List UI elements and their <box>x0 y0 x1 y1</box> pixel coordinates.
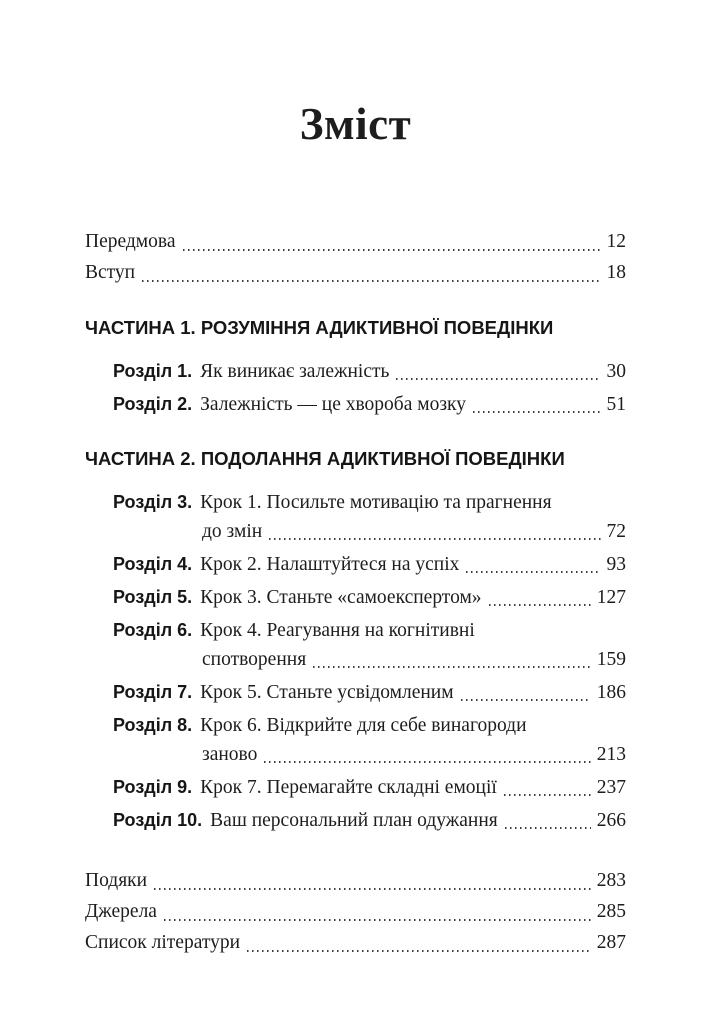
chapter-entry <box>113 773 626 802</box>
toc-entry <box>85 257 626 288</box>
toc-entry-page: 287 <box>596 932 626 953</box>
toc-entry <box>85 927 626 958</box>
chapter-entry <box>113 390 626 419</box>
chapter-entry <box>113 488 626 546</box>
chapter-title: Залежність — це хвороба мозку <box>200 394 466 415</box>
dot-leader <box>269 538 600 540</box>
chapter-title: Крок 5. Станьте усвідомленим <box>200 682 454 703</box>
chapter-page: 237 <box>596 777 626 798</box>
chapter-page: 159 <box>596 649 626 670</box>
chapter-number: Розділ 8. <box>113 715 193 735</box>
toc-entry <box>85 865 626 896</box>
dot-leader <box>504 794 591 796</box>
chapter-page: 72 <box>606 521 626 542</box>
toc-entry-label: Вступ <box>85 262 136 283</box>
chapter-page: 93 <box>606 554 626 575</box>
chapter-entry <box>113 550 626 579</box>
chapter-entry <box>113 583 626 612</box>
toc-entry <box>85 226 626 257</box>
chapter-entry <box>113 357 626 386</box>
chapter-list <box>113 357 626 419</box>
chapter-title-continued: заново <box>202 744 258 765</box>
chapter-number: Розділ 4. <box>113 554 193 574</box>
chapter-page: 30 <box>606 361 626 382</box>
back-matter <box>85 865 626 958</box>
part-section-2 <box>85 447 626 835</box>
dot-leader <box>264 761 590 763</box>
toc-entry <box>85 896 626 927</box>
chapter-title: Як виникає залежність <box>200 361 390 382</box>
chapter-entry <box>113 616 626 674</box>
part-heading: ЧАСТИНА 2. ПОДОЛАННЯ АДИКТИВНОЇ ПОВЕДІНКИ <box>85 448 565 469</box>
chapter-number: Розділ 3. <box>113 492 193 512</box>
chapter-number: Розділ 5. <box>113 587 193 607</box>
chapter-title: Ваш персональний план одужання <box>210 810 498 831</box>
chapter-number: Розділ 6. <box>113 620 193 640</box>
toc-entry-label: Список літератури <box>85 932 241 953</box>
toc-entry-label: Передмова <box>85 231 176 252</box>
chapter-list <box>113 488 626 835</box>
chapter-title: Крок 4. Реагування на когнітивні <box>200 620 475 641</box>
chapter-number: Розділ 2. <box>113 394 193 414</box>
chapter-entry <box>113 678 626 707</box>
toc-entry-page: 18 <box>606 262 626 283</box>
chapter-title: Крок 1. Посильте мотивацію та прагнення <box>200 492 552 513</box>
dot-leader <box>473 411 601 413</box>
toc-entry-page: 12 <box>606 231 626 252</box>
dot-leader <box>461 699 591 701</box>
dot-leader <box>142 280 600 282</box>
chapter-title-continued: до змін <box>202 521 263 542</box>
part-section-1 <box>85 316 626 419</box>
dot-leader <box>466 571 600 573</box>
chapter-page: 186 <box>596 682 626 703</box>
toc-entry-page: 283 <box>596 870 626 891</box>
chapter-title: Крок 2. Налаштуйтеся на успіх <box>200 554 460 575</box>
dot-leader <box>183 249 601 251</box>
dot-leader <box>247 950 591 952</box>
chapter-number: Розділ 9. <box>113 777 193 797</box>
chapter-number: Розділ 1. <box>113 361 193 381</box>
toc-entry-label: Джерела <box>85 901 157 922</box>
chapter-page: 51 <box>606 394 626 415</box>
dot-leader <box>164 919 591 921</box>
chapter-title-continued: спотворення <box>202 649 307 670</box>
dot-leader <box>505 827 591 829</box>
chapter-number: Розділ 7. <box>113 682 193 702</box>
dot-leader <box>396 378 600 380</box>
dot-leader <box>154 888 591 890</box>
chapter-entry <box>113 711 626 769</box>
part-heading: ЧАСТИНА 1. РОЗУМІННЯ АДИКТИВНОЇ ПОВЕДІНКИ <box>85 317 554 338</box>
chapter-entry <box>113 806 626 835</box>
chapter-title: Крок 7. Перемагайте складні емоції <box>200 777 497 798</box>
chapter-title: Крок 3. Станьте «самоекспертом» <box>200 587 482 608</box>
chapter-page: 213 <box>596 744 626 765</box>
chapter-title: Крок 6. Відкрийте для себе винагороди <box>200 715 527 736</box>
page-title: Зміст <box>299 99 412 149</box>
dot-leader <box>313 666 591 668</box>
chapter-number: Розділ 10. <box>113 810 203 830</box>
toc-entry-page: 285 <box>596 901 626 922</box>
front-matter <box>85 226 626 288</box>
toc-entry-label: Подяки <box>85 870 148 891</box>
chapter-page: 266 <box>596 810 626 831</box>
dot-leader <box>489 604 591 606</box>
chapter-page: 127 <box>596 587 626 608</box>
